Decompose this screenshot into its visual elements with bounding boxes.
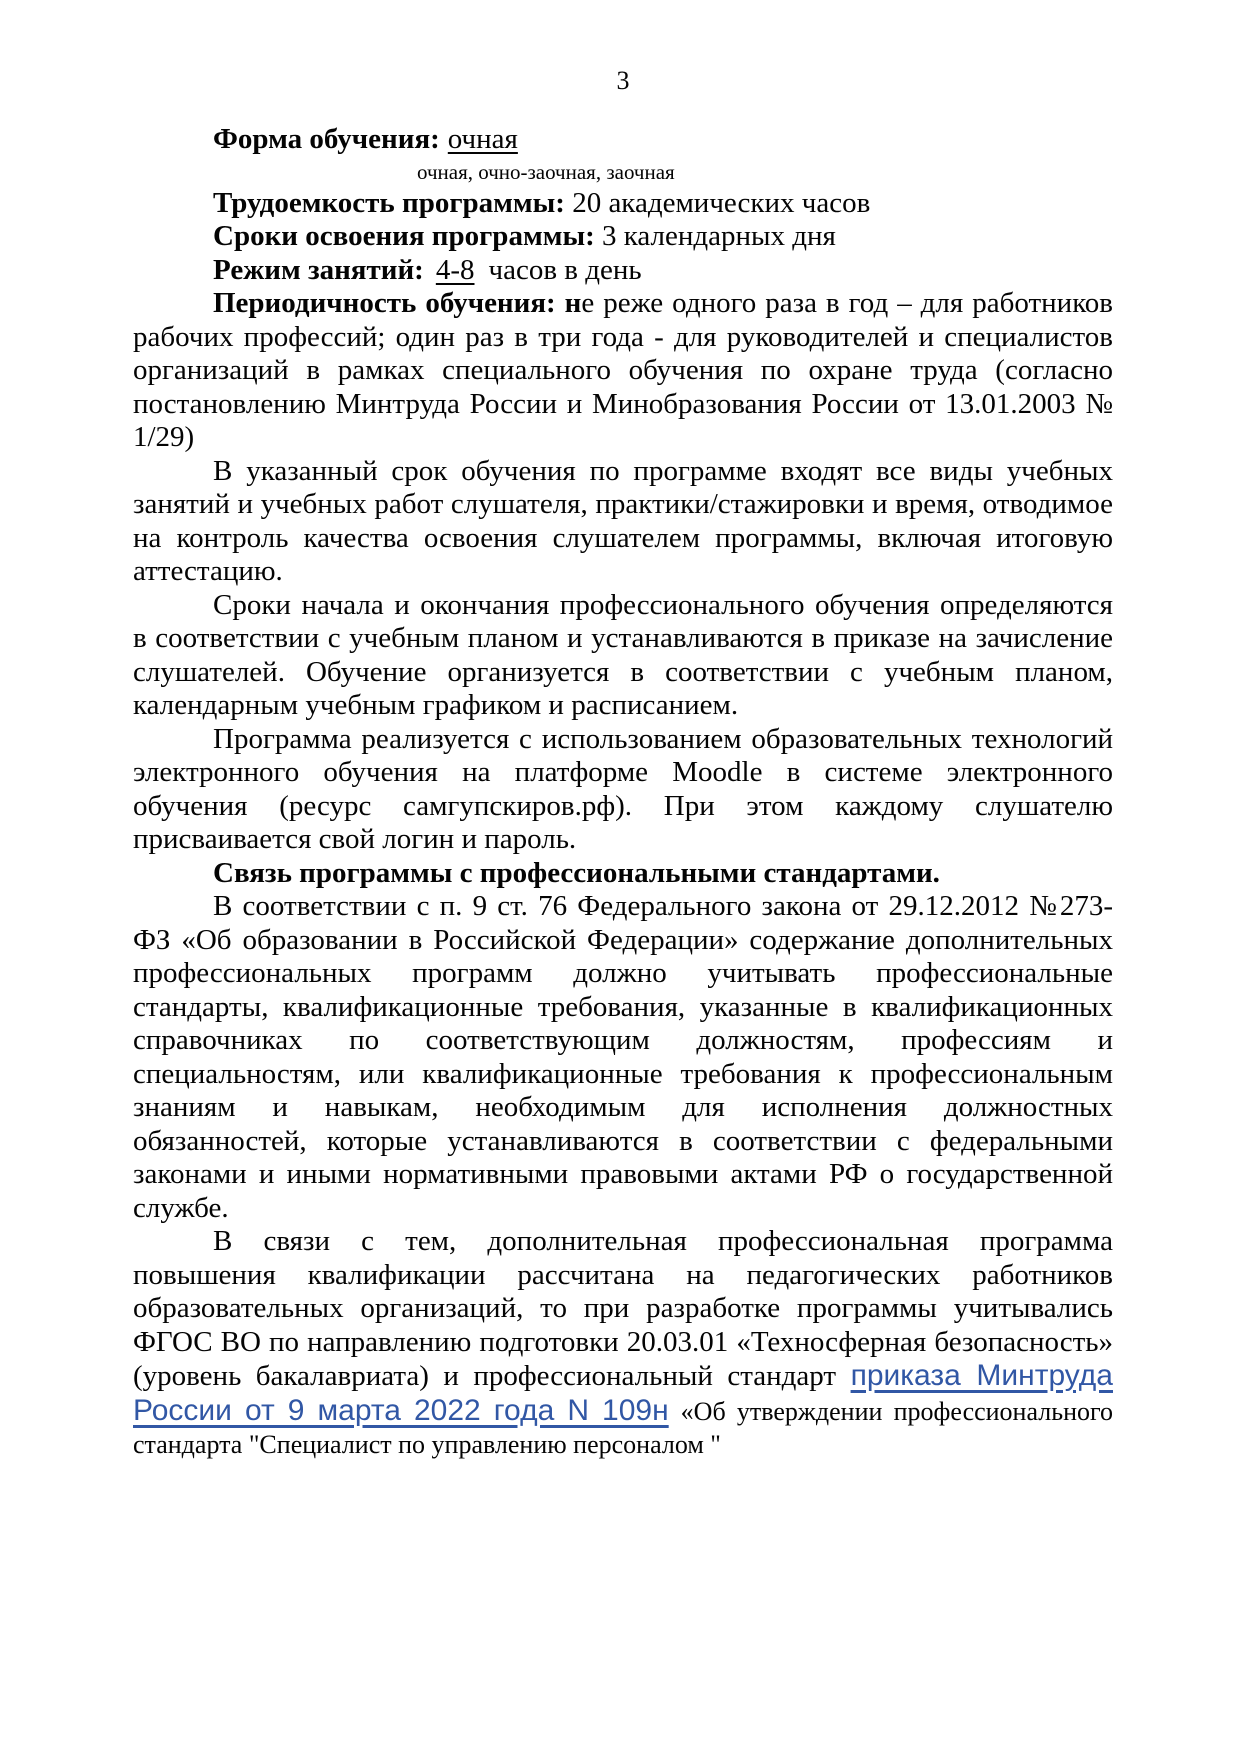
form-options-note: очная, очно-заочная, заочная xyxy=(417,159,675,184)
field-duration-value: 3 календарных дня xyxy=(602,220,836,252)
field-form-label: Форма обучения: xyxy=(213,123,440,155)
field-duration xyxy=(133,220,1113,254)
field-form-value: очная xyxy=(447,123,518,155)
fgos-outro-text: «Об утверждении профессионального стандарта "Специалист по управлению персоналом " xyxy=(133,1396,1114,1459)
field-duration-label: Сроки освоения программы: xyxy=(213,220,595,252)
paragraph-start-end: Сроки начала и окончания профессионального обучения определяются в соответствии с учебным планом и устанавливаются в приказе на зачисление слушателей. Обучение организуется в соответствии с учебным планом, календарным учебным графиком и расписанием. xyxy=(133,588,1113,721)
fgos-intro-text: В связи с тем, дополнительная профессиональная программа повышения квалификации рассчитана на педагогических работников образовательных организаций, то при разработке программы учитывались ФГОС ВО по направлению подготовки 20.03.01 «Техносферная безопасность» (уровень бакалавриата) и профессиональный стандарт xyxy=(133,1225,1113,1392)
paragraph-fgos xyxy=(133,1225,1113,1462)
paragraph-law-273fz: В соответствии с п. 9 ст. 76 Федерального закона от 29.12.2012 №273-ФЗ «Об образовании в Российской Федерации» содержание дополнительных профессиональных программ должно учитывать профессиональные стандарты, квалификационные требования, указанные в квалификационных справочниках по соответствующим должностям, профессиям и специальностям, или квалификационные требования к профессиональным знаниям и навыкам, необходимым для исполнения должностных обязанностей, которые устанавливаются в соответствии с федеральными законами и иными нормативными правовыми актами РФ о государственной службе. xyxy=(133,890,1113,1224)
field-workload-value: 20 академических часов xyxy=(572,186,871,219)
paragraph-term-includes: В указанный срок обучения по программе входят все виды учебных занятий и учебных работ слушателя, практики/стажировки и время, отводимое на контроль качества освоения слушателем программы, включая итоговую аттестацию. xyxy=(133,454,1113,587)
paragraph-periodicity xyxy=(133,287,1113,455)
field-schedule-label: Режим занятий: xyxy=(213,253,424,286)
standards-heading: Связь программы с профессиональными стандартами. xyxy=(213,856,940,889)
paragraph-moodle: Программа реализуется с использованием образовательных технологий электронного обучения на платформе Moodle в системе электронного обучения (ресурс самгупскиров.рф). При этом каждому слушателю присваивается свой логин и пароль. xyxy=(133,722,1113,855)
field-schedule-suffix: часов в день xyxy=(488,253,642,286)
periodicity-text: е реже одного раза в год – для работников рабочих профессий; один раз в три года - для руководителей и специалистов организаций в рамках специального обучения по охране труда (согласно постановлению Минтруда России и Минобразования России от 13.01.2003 № 1/29) xyxy=(133,287,1114,453)
field-schedule xyxy=(133,254,1113,288)
field-form xyxy=(133,123,1113,157)
field-workload-label: Трудоемкость программы: xyxy=(213,186,565,219)
field-workload xyxy=(133,187,1113,221)
periodicity-label: Периодичность обучения: н xyxy=(213,287,582,319)
field-schedule-value: 4-8 xyxy=(435,253,475,286)
page-number: 3 xyxy=(616,66,630,95)
mintrud-order-link[interactable]: приказа Минтруда России от 9 марта 2022 года N 109н xyxy=(133,1359,1113,1427)
